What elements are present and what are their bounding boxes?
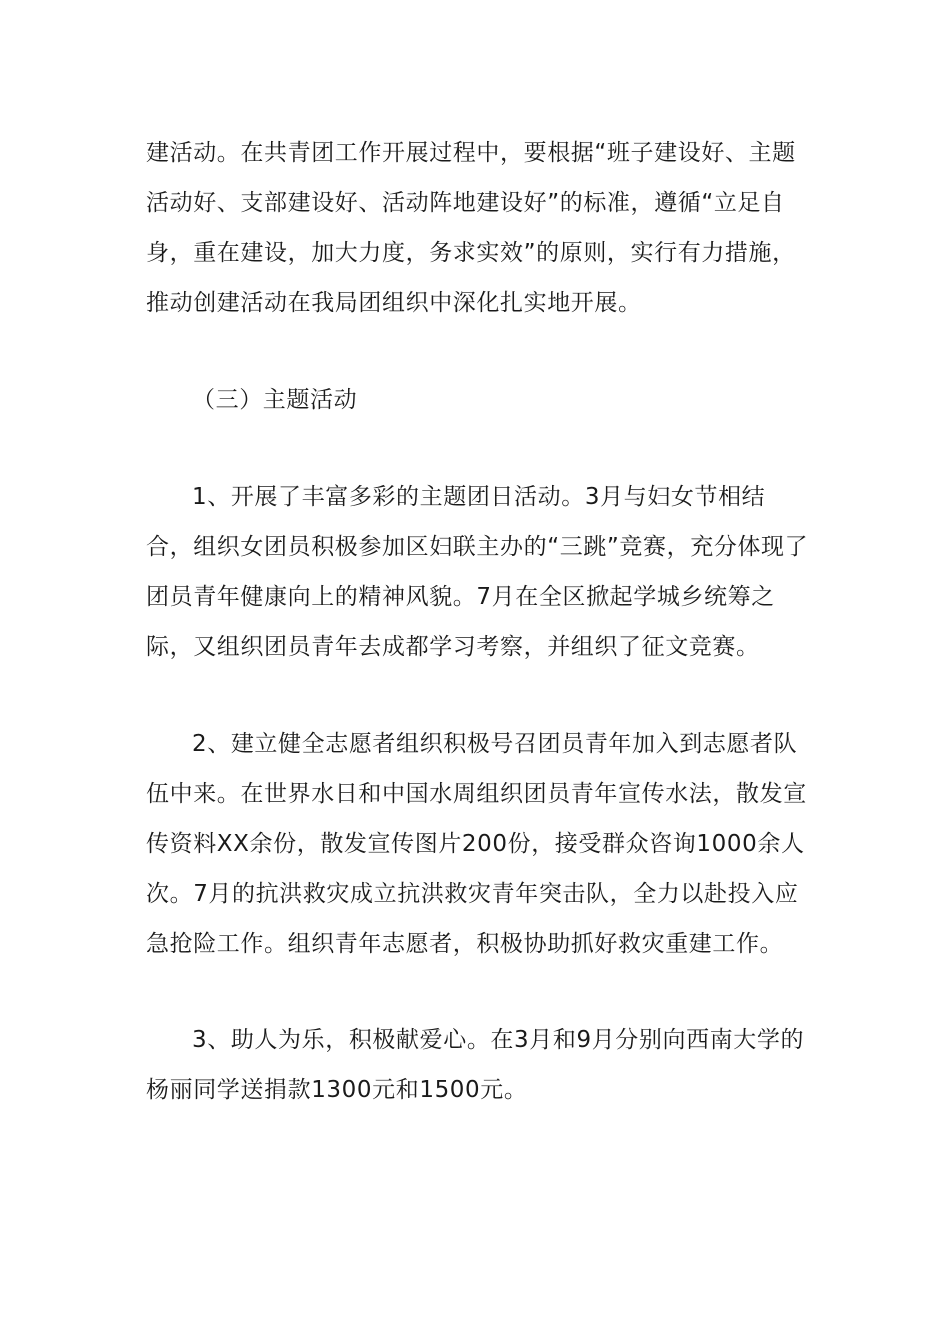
section-heading-theme-activities: （三）主题活动 (192, 387, 358, 413)
paragraph-item-3: 3、助人为乐，积极献爱心。在3月和9月分别向西南大学的杨丽同学送捐款1300元和1500元。 (146, 1027, 805, 1103)
paragraph-item-1: 1、开展了丰富多彩的主题团日活动。3月与妇女节相结合，组织女团员积极参加区妇联主办的“三跳”竞赛，充分体现了团员青年健康向上的精神风貌。7月在全区掀起学城乡统筹之际，又组织团员青年去成都学习考察，并组织了征文竞赛。 (146, 484, 809, 660)
paragraph-item-2: 2、建立健全志愿者组织积极号召团员青年加入到志愿者队伍中来。在世界水日和中国水周组织团员青年宣传水法，散发宣传资料XX余份，散发宣传图片200份，接受群众咨询1000余人次。7月的抗洪救灾成立抗洪救灾青年突击队，全力以赴投入应急抢险工作。组织青年志愿者，积极协助抓好救灾重建工作。 (146, 731, 807, 957)
document-body (146, 128, 810, 1115)
paragraph-intro-continuation: 建活动。在共青团工作开展过程中，要根据“班子建设好、主题活动好、支部建设好、活动阵地建设好”的标准，遵循“立足自身，重在建设，加大力度，务求实效”的原则，实行有力措施，推动创建活动在我局团组织中深化扎实地开展。 (146, 140, 796, 316)
